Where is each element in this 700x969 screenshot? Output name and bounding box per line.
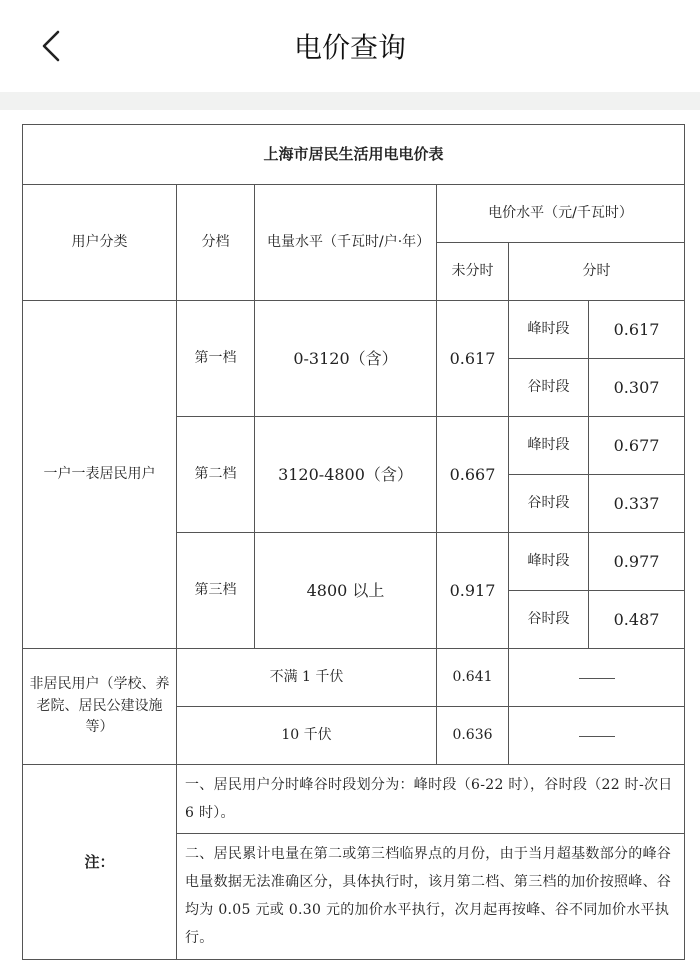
header-divider — [0, 92, 700, 110]
valley-label: 谷时段 — [509, 591, 589, 649]
header-price: 电价水平（元/千瓦时） — [437, 185, 685, 243]
tier-label: 第一档 — [177, 301, 255, 417]
voltage-level: 10 千伏 — [177, 707, 437, 765]
header-usage: 电量水平（千瓦时/户·年） — [255, 185, 437, 301]
peak-price: 0.977 — [589, 533, 685, 591]
tier-label: 第三档 — [177, 533, 255, 649]
table-title: 上海市居民生活用电电价表 — [23, 125, 685, 185]
peak-label: 峰时段 — [509, 301, 589, 359]
valley-price: 0.307 — [589, 359, 685, 417]
dash-mark — [579, 678, 615, 679]
usage-range: 0-3120（含） — [255, 301, 437, 417]
note-label: 注： — [23, 765, 177, 960]
valley-price: 0.337 — [589, 475, 685, 533]
usage-range: 3120-4800（含） — [255, 417, 437, 533]
valley-label: 谷时段 — [509, 475, 589, 533]
flat-price: 0.667 — [437, 417, 509, 533]
valley-label: 谷时段 — [509, 359, 589, 417]
peak-price: 0.617 — [589, 301, 685, 359]
electricity-price-table — [22, 124, 685, 960]
header-tou: 分时 — [509, 243, 685, 301]
peak-price: 0.677 — [589, 417, 685, 475]
page-title: 电价查询 — [293, 31, 406, 64]
peak-label: 峰时段 — [509, 533, 589, 591]
flat-price: 0.917 — [437, 533, 509, 649]
header-tier: 分档 — [177, 185, 255, 301]
peak-label: 峰时段 — [509, 417, 589, 475]
price-table-image — [0, 110, 700, 969]
residential-user-label: 一户一表居民用户 — [23, 301, 177, 649]
empty-tou-cell — [509, 649, 685, 707]
header-user-type: 用户分类 — [23, 185, 177, 301]
usage-range: 4800 以上 — [255, 533, 437, 649]
header-non-tou: 未分时 — [437, 243, 509, 301]
note-item: 二、居民累计电量在第二或第三档临界点的月份，由于当月超基数部分的峰谷电量数据无法准确区分，具体执行时，该月第二档、第三档的加价按照峰、谷均为 0.05 元或 0.30 元的加价水平执行，次月起再按峰、谷不同加价水平执行。 — [177, 834, 685, 960]
non-residential-price: 0.636 — [437, 707, 509, 765]
flat-price: 0.617 — [437, 301, 509, 417]
note-item: 一、居民用户分时峰谷时段划分为：峰时段（6-22 时），谷时段（22 时-次日 6 时）。 — [177, 765, 685, 834]
app-header — [0, 0, 700, 92]
dash-mark — [579, 736, 615, 737]
non-residential-label: 非居民用户（学校、养老院、居民公建设施等） — [23, 649, 177, 765]
voltage-level: 不满 1 千伏 — [177, 649, 437, 707]
tier-label: 第二档 — [177, 417, 255, 533]
non-residential-price: 0.641 — [437, 649, 509, 707]
valley-price: 0.487 — [589, 591, 685, 649]
empty-tou-cell — [509, 707, 685, 765]
